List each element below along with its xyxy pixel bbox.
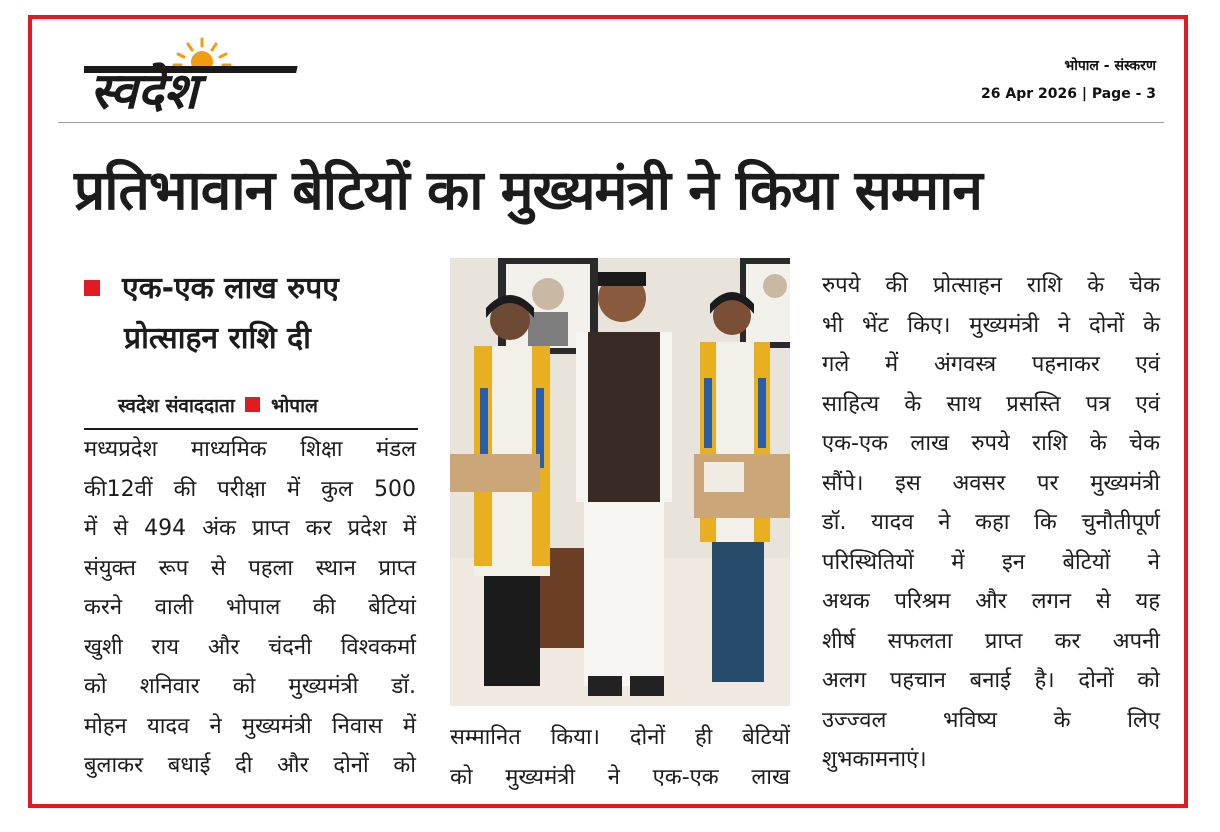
text-line: सम्मानित किया। दोनों ही बेटियों (450, 725, 790, 750)
article-column-2 (450, 718, 790, 797)
text-line: मोहन यादव ने मुख्यमंत्री निवास में (84, 713, 416, 739)
article-column-1 (84, 430, 416, 786)
svg-text:स्वदेश: स्वदेश (90, 62, 198, 116)
text-line: शीर्ष सफलता प्राप्त कर अपनी (822, 628, 1160, 654)
subheading (84, 264, 414, 364)
text-line: अथक परिश्रम और लगन से यह (822, 589, 1160, 614)
edition-label: भोपाल - संस्करण (1064, 58, 1156, 74)
headline: प्रतिभावान बेटियों का मुख्यमंत्री ने किया सम्मान (74, 158, 982, 222)
byline (118, 390, 318, 422)
byline-place: भोपाल (271, 395, 318, 417)
swadesh-logo (84, 36, 309, 116)
date-page: 26 Apr 2026 | Page - 3 (981, 86, 1156, 102)
text-line: की12वीं की परीक्षा में कुल 500 (84, 476, 416, 502)
text-line: रुपये की प्रोत्साहन राशि के चेक (822, 273, 1160, 298)
text-line: में से 494 अंक प्राप्त कर प्रदेश में (84, 516, 416, 541)
text-line: भी भेंट किए। मुख्यमंत्री ने दोनों के (822, 312, 1160, 338)
text-line: साहित्य के साथ प्रसस्ति पत्र एवं (822, 391, 1160, 417)
byline-reporter: स्वदेश संवाददाता (118, 395, 235, 417)
text-line: डॉ. यादव ने कहा कि चुनौतीपूर्ण (822, 510, 1160, 535)
masthead-rule (58, 122, 1164, 123)
subhead-line-1: एक-एक लाख रुपए (84, 264, 414, 314)
subhead-line-2: प्रोत्साहन राशि दी (124, 321, 311, 356)
text-line: बुलाकर बधाई दी और दोनों को (84, 753, 416, 778)
edition-info (981, 52, 1156, 108)
text-line: एक-एक लाख रुपये राशि के चेक (822, 431, 1160, 456)
text-line: को मुख्यमंत्री ने एक-एक लाख (450, 764, 790, 790)
separator-square-icon (245, 397, 260, 412)
text-line: शुभकामनाएं। (822, 747, 927, 772)
text-line: को शनिवार को मुख्यमंत्री डॉ. (84, 674, 416, 699)
text-line: उज्ज्वल भविष्य के लिए (822, 707, 1160, 733)
article-photo (450, 258, 790, 706)
text-line: अलग पहचान बनाई है। दोनों को (822, 668, 1160, 693)
text-line: सौंपे। इस अवसर पर मुख्यमंत्री (822, 470, 1160, 496)
text-line: खुशी राय और चंदनी विश्वकर्मा (84, 634, 416, 660)
text-line: करने वाली भोपाल की बेटियां (84, 595, 416, 620)
person-centre (576, 272, 672, 696)
text-line: संयुक्त रूप से पहला स्थान प्राप्त (84, 555, 416, 581)
bullet-square-icon (84, 280, 100, 296)
article-column-3 (822, 266, 1160, 780)
text-line: मध्यप्रदेश माध्यमिक शिक्षा मंडल (84, 437, 416, 462)
text-line: गले में अंगवस्त्र पहनाकर एवं (822, 352, 1160, 377)
text-line: परिस्थितियों में इन बेटियों ने (822, 549, 1160, 575)
